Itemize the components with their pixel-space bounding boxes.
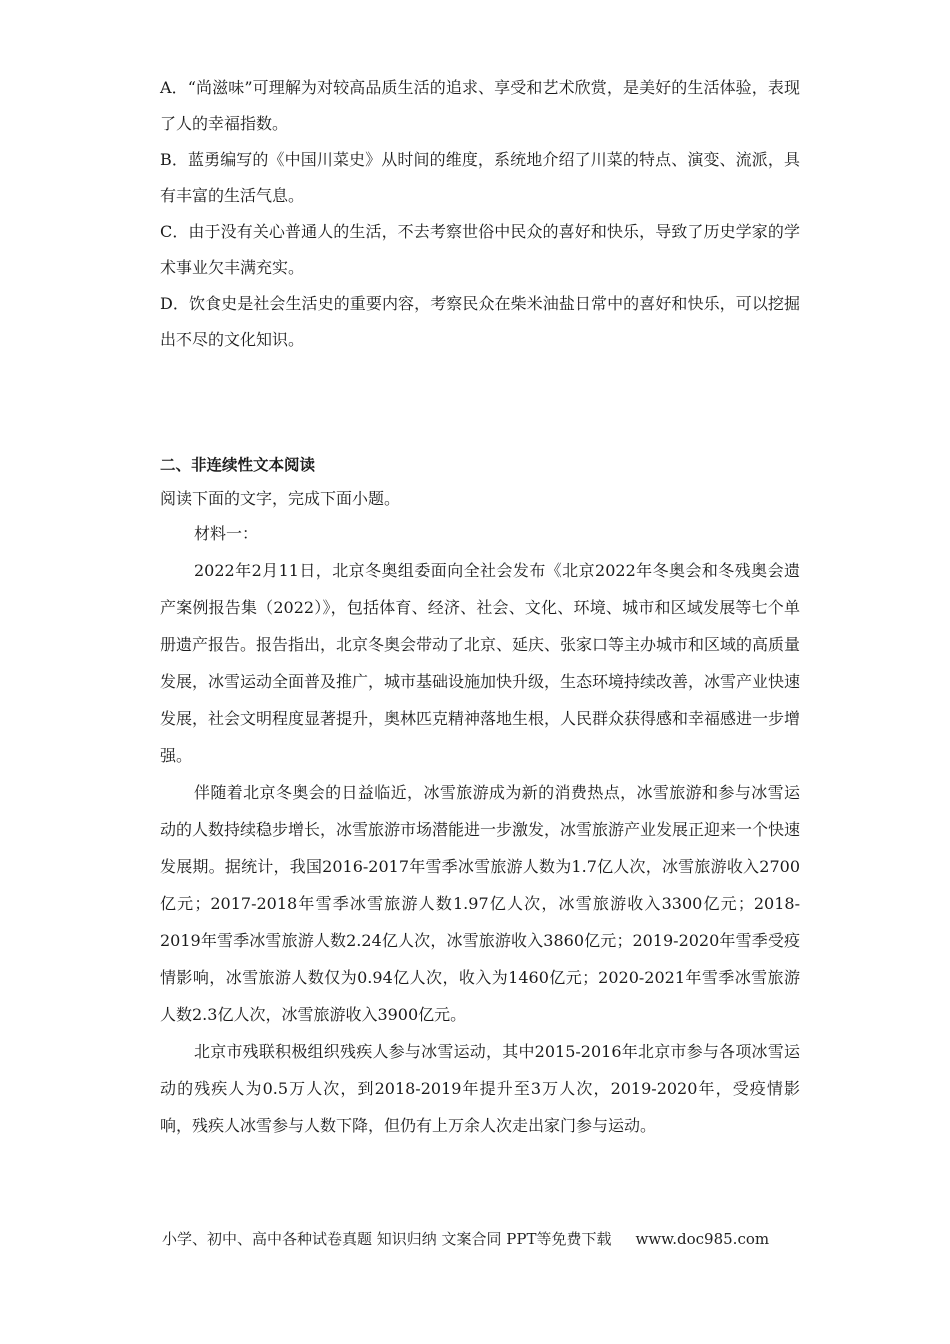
material-paragraph-2: 伴随着北京冬奥会的日益临近，冰雪旅游成为新的消费热点，冰雪旅游和参与冰雪运动的人数持续稳步增长，冰雪旅游市场潜能进一步激发，冰雪旅游产业发展正迎来一个快速发展期。据统计，我国2016-2017年雪季冰雪旅游人数为1.7亿人次，冰雪旅游收入2700亿元；2017-2018年雪季冰雪旅游人数1.97亿人次，冰雪旅游收入3300亿元；2018-2019年雪季冰雪旅游人数2.24亿人次，冰雪旅游收入3860亿元；2019-2020年雪季受疫情影响，冰雪旅游人数仅为0.94亿人次，收入为1460亿元；2020-2021年雪季冰雪旅游人数2.3亿人次，冰雪旅游收入3900亿元。: [160, 783, 801, 1024]
material-label: 材料一：: [194, 524, 259, 543]
material-paragraph-1: 2022年2月11日，北京冬奥组委面向全社会发布《北京2022年冬奥会和冬残奥会遗产案例报告集（2022）》，包括体育、经济、社会、文化、环境、城市和区域发展等七个单册遗产报告。报告指出，北京冬奥会带动了北京、延庆、张家口等主办城市和区域的高质量发展，冰雪运动全面普及推广，城市基础设施加快升级，生态环境持续改善，冰雪产业快速发展，社会文明程度显著提升，奥林匹克精神落地生根，人民群众获得感和幸福感进一步增强。: [160, 561, 801, 765]
option-a: A．“尚滋味”可理解为对较高品质生活的追求、享受和艺术欣赏，是美好的生活体验，表现了人的幸福指数。: [160, 78, 800, 133]
section-title: 二、非连续性文本阅读: [160, 456, 316, 474]
material-paragraph-3: 北京市残联积极组织残疾人参与冰雪运动，其中2015-2016年北京市参与各项冰雪运动的残疾人为0.5万人次，到2018-2019年提升至3万人次，2019-2020年，受疫情影响，残疾人冰雪参与人数下降，但仍有上万余人次走出家门参与运动。: [160, 1042, 800, 1135]
page-footer: [162, 1228, 802, 1249]
footer-url[interactable]: www.doc985.com: [635, 1230, 770, 1248]
page-content: [160, 70, 800, 1144]
option-c: C．由于没有关心普通人的生活，不去考察世俗中民众的喜好和快乐，导致了历史学家的学术事业欠丰满充实。: [160, 222, 800, 277]
option-b: B．蓝勇编写的《中国川菜史》从时间的维度，系统地介绍了川菜的特点、演变、流派，具有丰富的生活气息。: [160, 150, 800, 205]
footer-text: 小学、初中、高中各种试卷真题 知识归纳 文案合同 PPT等免费下载: [162, 1230, 612, 1248]
section-gap: [160, 358, 800, 448]
section-instruction: 阅读下面的文字，完成下面小题。: [160, 489, 401, 508]
option-d: D．饮食史是社会生活史的重要内容，考察民众在柴米油盐日常中的喜好和快乐，可以挖掘出不尽的文化知识。: [160, 294, 800, 349]
